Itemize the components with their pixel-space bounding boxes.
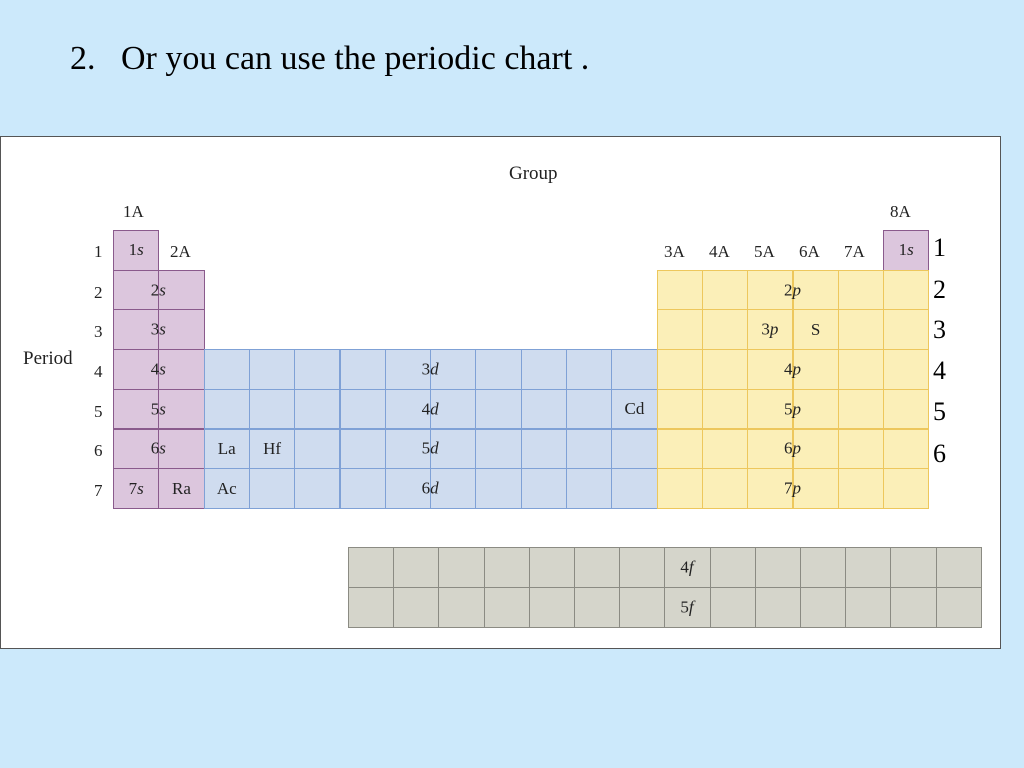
group-header-7a: 7A xyxy=(844,242,865,261)
p-block-cell xyxy=(838,349,884,390)
d-block-cell xyxy=(521,349,567,390)
group-header-3a: 3A xyxy=(664,242,685,261)
f-block-cell xyxy=(438,587,484,628)
s-block-label-5s: 5s xyxy=(150,399,166,419)
p-block-cell xyxy=(657,389,703,430)
f-block-cell xyxy=(348,547,394,588)
d-block-cell xyxy=(566,468,612,509)
s-block-label-2s: 2s xyxy=(150,280,166,300)
period-number: 1 xyxy=(94,242,103,261)
d-block-label-5d: 5d xyxy=(421,438,439,458)
element-la-label: La xyxy=(217,438,236,458)
f-block-cell xyxy=(348,587,394,628)
p-block-label-7p: 7p xyxy=(784,478,801,498)
f-block-cell xyxy=(845,587,891,628)
d-block-cell xyxy=(249,468,295,509)
element-ac-label: Ac xyxy=(216,478,237,498)
p-block-cell xyxy=(838,468,884,509)
d-block-cell xyxy=(294,349,340,390)
f-block-cell xyxy=(529,547,575,588)
period-number: 5 xyxy=(94,402,103,421)
period-number: 7 xyxy=(94,481,103,500)
p-block-cell xyxy=(702,389,748,430)
element-ra-label: Ra xyxy=(172,478,191,498)
p-block-cell xyxy=(838,270,884,311)
row-number-5: 5 xyxy=(933,397,946,426)
f-block-cell xyxy=(800,547,846,588)
element-hf xyxy=(249,429,295,470)
p-block-cell xyxy=(657,349,703,390)
p-block-cell xyxy=(838,389,884,430)
p-block-label-6p: 6p xyxy=(784,438,801,458)
f-block-cell xyxy=(484,587,530,628)
period-axis-label: Period xyxy=(23,348,73,369)
p-block-cell xyxy=(883,349,929,390)
s-block-cell-label: 7s xyxy=(128,478,144,498)
group-header-1a: 1A xyxy=(123,202,144,221)
d-block-cell xyxy=(340,349,386,390)
group-header-2a: 2A xyxy=(170,242,191,261)
row-number-1: 1 xyxy=(933,233,946,262)
f-block-cell xyxy=(529,587,575,628)
p-block-cell xyxy=(657,309,703,350)
f-block-cell xyxy=(619,587,665,628)
f-block-cell xyxy=(755,587,801,628)
d-block-cell xyxy=(521,468,567,509)
element-s-label: S xyxy=(810,319,821,339)
s-block-label-4s: 4s xyxy=(150,359,166,379)
group-header-5a: 5A xyxy=(754,242,775,261)
d-block-label-4d: 4d xyxy=(421,399,439,419)
s-block-cell-label: 1s xyxy=(898,240,914,260)
p-block-cell xyxy=(657,270,703,311)
f-block-cell xyxy=(574,547,620,588)
group-header-4a: 4A xyxy=(709,242,730,261)
group-axis-label: Group xyxy=(509,163,558,184)
f-block-cell xyxy=(710,547,756,588)
p-block-label-5p: 5p xyxy=(784,399,801,419)
f-block-cell xyxy=(936,547,982,588)
p-block-label-4p: 4p xyxy=(784,359,801,379)
d-block-cell xyxy=(566,429,612,470)
element-ac xyxy=(204,468,250,509)
p-block-cell xyxy=(702,270,748,311)
f-block-cell xyxy=(393,587,439,628)
s-block-cell xyxy=(113,468,159,509)
f-block-cell xyxy=(936,587,982,628)
period-number: 4 xyxy=(94,362,103,381)
p-block-cell xyxy=(883,309,929,350)
d-block-cell xyxy=(294,429,340,470)
element-s xyxy=(793,309,839,350)
p-block-label-2p: 2p xyxy=(784,280,801,300)
d-block-cell xyxy=(249,389,295,430)
periodic-table-figure xyxy=(0,136,1001,649)
d-block-cell xyxy=(249,349,295,390)
f-block-cell xyxy=(890,587,936,628)
p-block-cell xyxy=(702,468,748,509)
f-block-cell xyxy=(484,547,530,588)
d-block-cell xyxy=(611,468,657,509)
row-number-6: 6 xyxy=(933,439,946,468)
p-block-cell xyxy=(702,309,748,350)
d-block-label-6d: 6d xyxy=(421,478,439,498)
row-number-4: 4 xyxy=(933,356,946,385)
d-block-cell xyxy=(294,389,340,430)
p-block-label-3p: 3p xyxy=(761,319,779,339)
period-number: 6 xyxy=(94,441,103,460)
d-block-cell xyxy=(294,468,340,509)
f-block-cell xyxy=(890,547,936,588)
p-block-cell xyxy=(838,429,884,470)
s-block-label-6s: 6s xyxy=(150,438,166,458)
d-block-cell xyxy=(566,349,612,390)
d-block-cell xyxy=(475,349,521,390)
element-cd xyxy=(611,389,657,430)
d-block-cell xyxy=(566,389,612,430)
p-block-cell xyxy=(657,429,703,470)
element-cd-label: Cd xyxy=(624,399,645,419)
p-block-cell xyxy=(702,349,748,390)
d-block-cell xyxy=(611,429,657,470)
p-block-cell xyxy=(883,389,929,430)
s-block-cell xyxy=(883,230,929,271)
p-block-cell xyxy=(657,468,703,509)
d-block-cell xyxy=(340,389,386,430)
p-block-cell xyxy=(883,270,929,311)
f-block-cell xyxy=(710,587,756,628)
group-header-8a: 8A xyxy=(890,202,911,221)
d-block-label-3d: 3d xyxy=(421,359,439,379)
d-block-cell xyxy=(521,389,567,430)
f-block-cell xyxy=(619,547,665,588)
page-title: 2. Or you can use the periodic chart . xyxy=(70,40,590,77)
f-block-cell xyxy=(574,587,620,628)
f-block-label-5f: 5f xyxy=(680,597,694,617)
d-block-cell xyxy=(475,389,521,430)
d-block-cell xyxy=(611,349,657,390)
f-block-cell xyxy=(755,547,801,588)
d-block-cell xyxy=(475,468,521,509)
d-block-cell xyxy=(340,468,386,509)
p-block-cell xyxy=(838,309,884,350)
p-block-cell xyxy=(883,429,929,470)
row-number-3: 3 xyxy=(933,315,946,344)
d-block-cell xyxy=(475,429,521,470)
f-block-cell xyxy=(393,547,439,588)
f-block-cell xyxy=(845,547,891,588)
period-number: 2 xyxy=(94,283,103,302)
d-block-cell xyxy=(340,429,386,470)
f-block-cell xyxy=(438,547,484,588)
s-block-cell xyxy=(113,230,159,271)
s-block-cell-label: 1s xyxy=(128,240,144,260)
p-block-cell xyxy=(702,429,748,470)
s-block-label-3s: 3s xyxy=(150,319,166,339)
f-block-label-4f: 4f xyxy=(680,557,694,577)
row-number-2: 2 xyxy=(933,275,946,304)
group-header-6a: 6A xyxy=(799,242,820,261)
element-hf-label: Hf xyxy=(263,438,282,458)
element-ra xyxy=(158,468,204,509)
d-block-cell xyxy=(204,389,250,430)
period-number: 3 xyxy=(94,322,103,341)
f-block-cell xyxy=(800,587,846,628)
d-block-cell xyxy=(521,429,567,470)
d-block-cell xyxy=(204,349,250,390)
p-block-cell xyxy=(883,468,929,509)
element-la xyxy=(204,429,250,470)
